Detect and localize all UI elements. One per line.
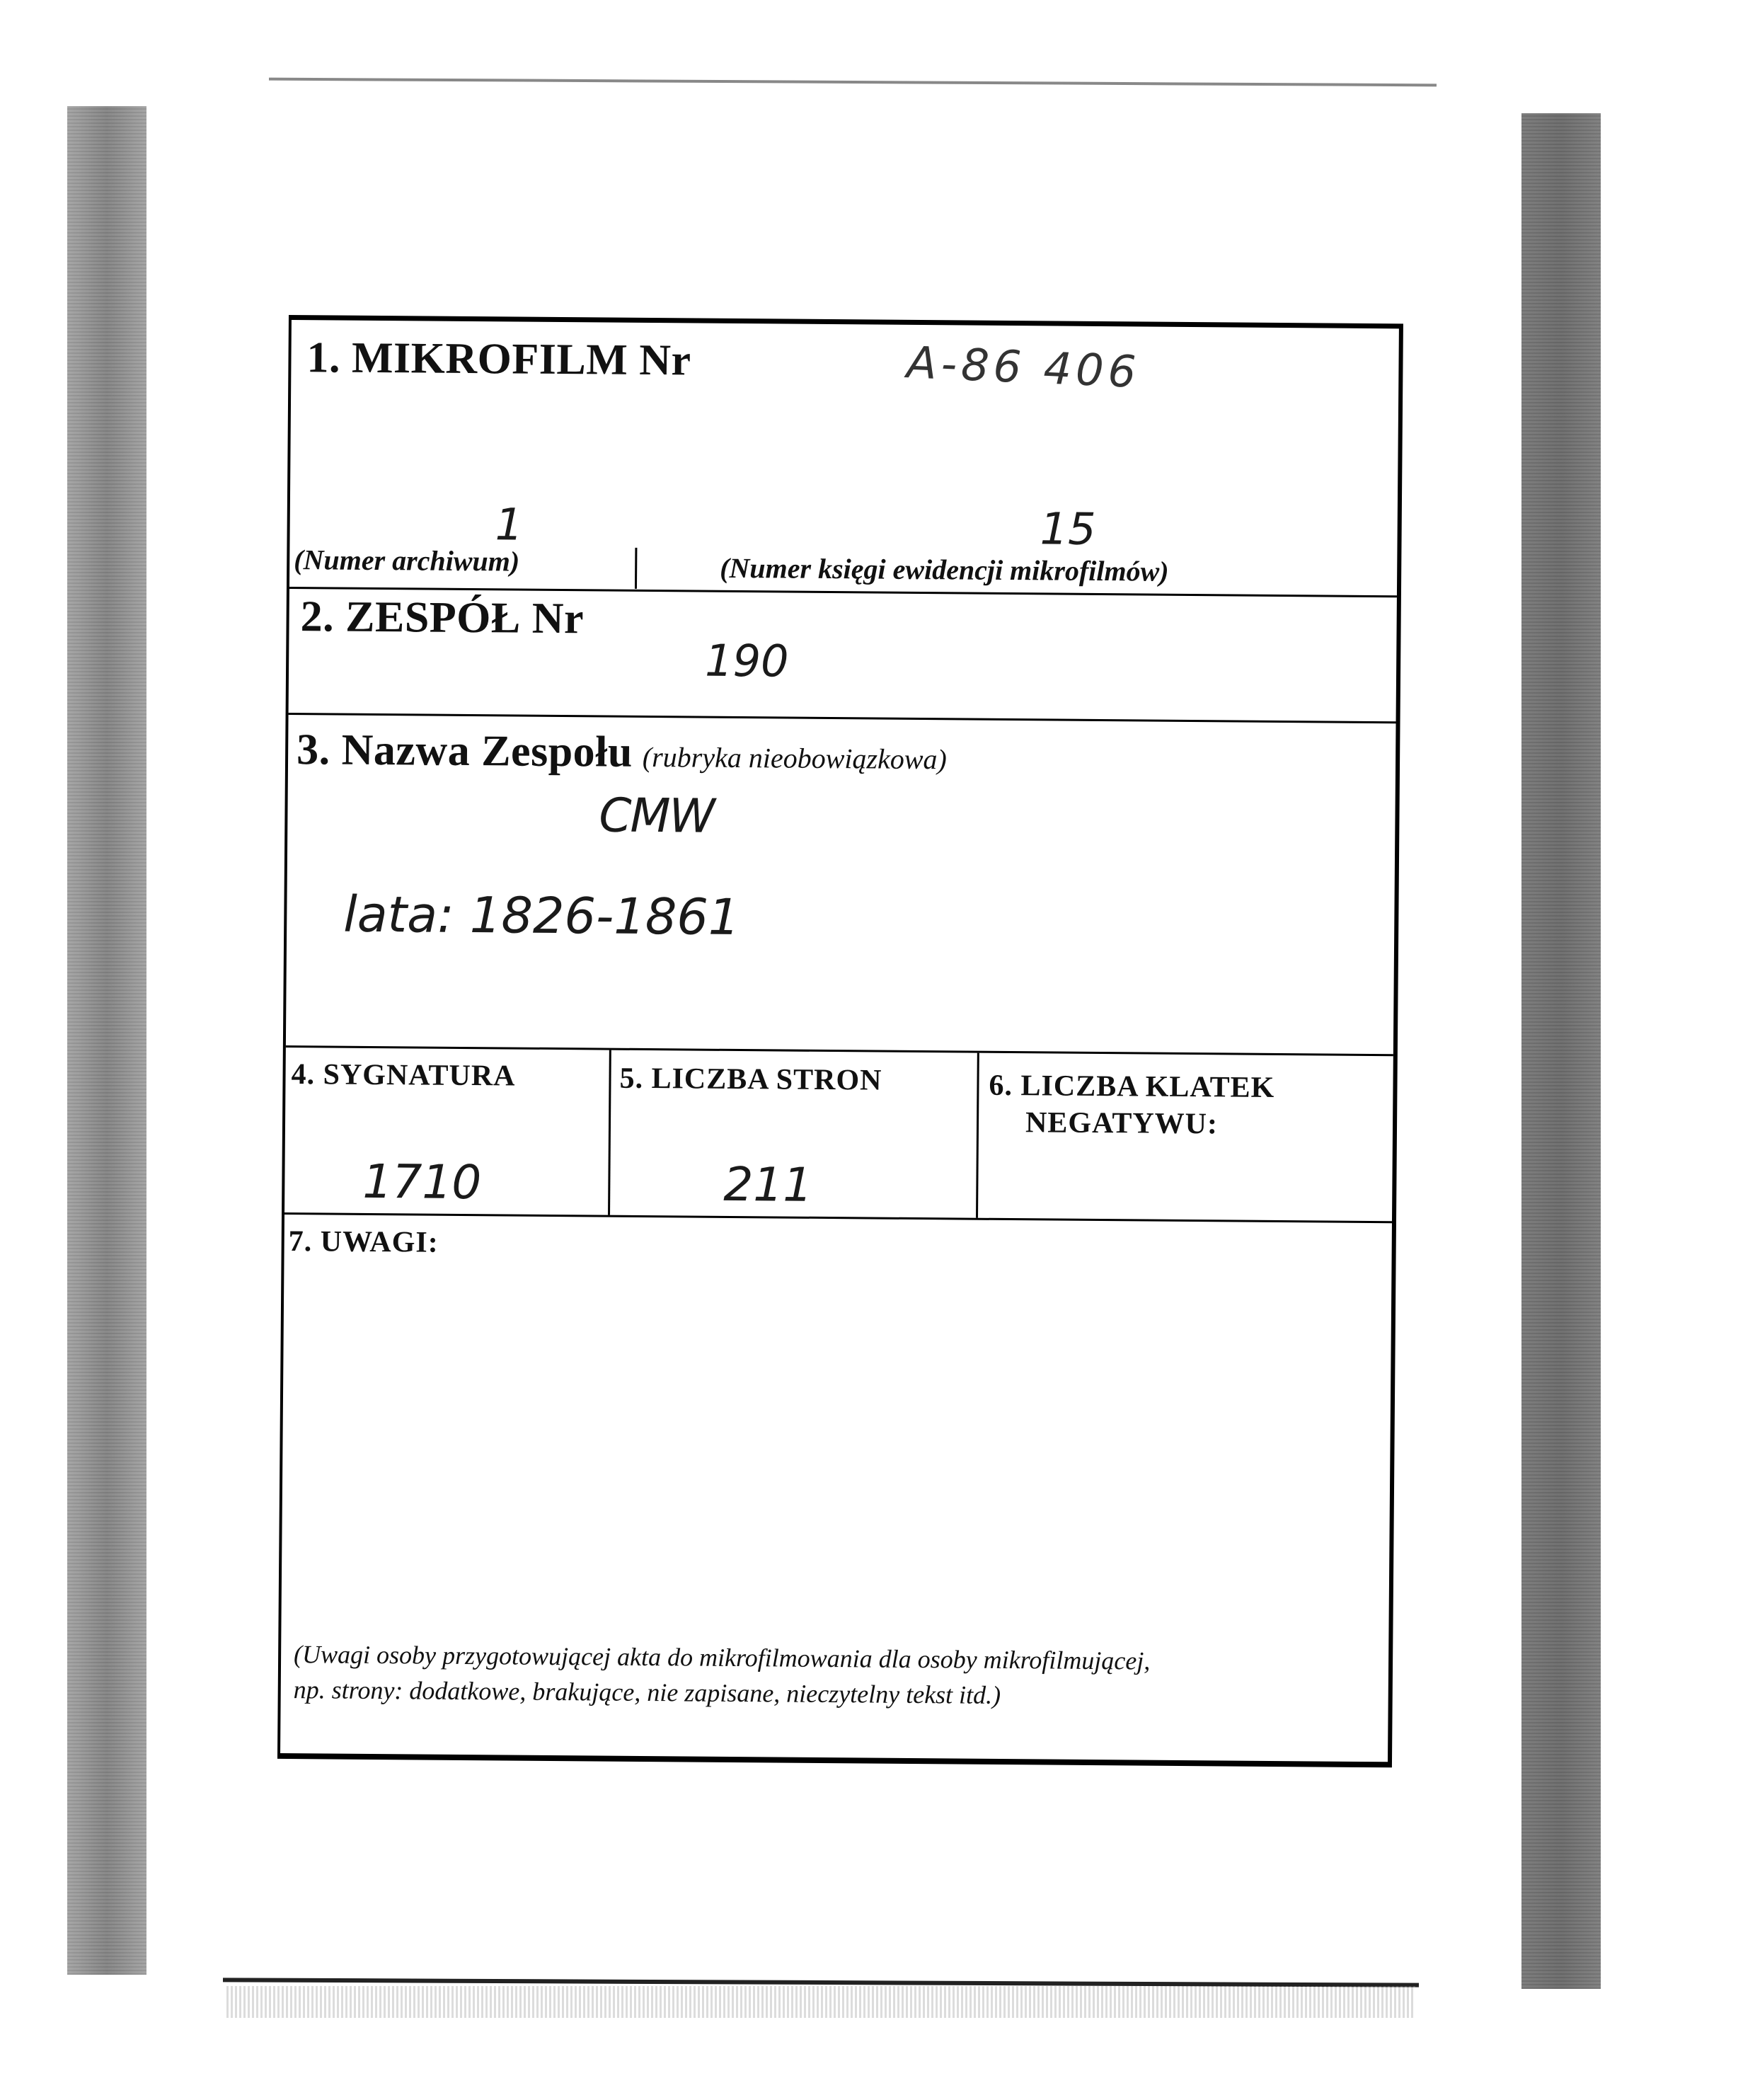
mikrofilm-label: 1. MIKROFILM Nr bbox=[306, 333, 691, 385]
scan-edge-bottom-shadow bbox=[226, 1986, 1415, 2018]
uwagi-footnote-line1: (Uwagi osoby przygotowującej akta do mikrofilmowania dla osoby mikrofilmującej, bbox=[293, 1640, 1151, 1675]
zespol-number-handwritten: 190 bbox=[704, 634, 789, 687]
nazwa-zespolu-handwritten: CMW bbox=[599, 788, 715, 844]
cell-liczba-stron bbox=[610, 1050, 979, 1218]
uwagi-footnote-line2: np. strony: dodatkowe, brakujące, nie zapisane, nieczytelny tekst itd.) bbox=[293, 1675, 1001, 1709]
liczba-klatek-label-line2: NEGATYWU: bbox=[1025, 1106, 1219, 1141]
section-zespol bbox=[289, 589, 1397, 723]
archive-number-caption: (Numer archiwum) bbox=[294, 544, 520, 578]
nazwa-zespolu-heading bbox=[297, 725, 947, 780]
cell-sygnatura bbox=[284, 1048, 611, 1215]
nazwa-zespolu-label: 3. Nazwa Zespołu bbox=[296, 725, 633, 776]
section-mikrofilm bbox=[289, 320, 1399, 597]
sygnatura-label: 4. SYGNATURA bbox=[291, 1058, 516, 1093]
section-uwagi bbox=[280, 1215, 1392, 1762]
liczba-stron-label: 5. LICZBA STRON bbox=[619, 1062, 882, 1097]
zespol-label: 2. ZESPÓŁ Nr bbox=[300, 592, 585, 643]
section-nazwa-zespolu bbox=[286, 715, 1396, 1056]
cell-liczba-klatek bbox=[978, 1053, 1393, 1222]
liczba-stron-handwritten: 211 bbox=[723, 1157, 813, 1212]
scan-edge-top-line bbox=[269, 78, 1437, 87]
register-number-handwritten: 15 bbox=[1040, 503, 1096, 555]
nazwa-zespolu-optional-note: (rubryka nieobowiązkowa) bbox=[642, 740, 947, 776]
register-number-caption: (Numer księgi ewidencji mikrofilmów) bbox=[720, 551, 1169, 587]
scan-edge-right bbox=[1521, 113, 1601, 1989]
date-range-handwritten: lata: 1826-1861 bbox=[343, 885, 740, 947]
liczba-klatek-label-line1: 6. LICZBA KLATEK bbox=[989, 1069, 1275, 1104]
scan-edge-left bbox=[67, 106, 146, 1975]
caption-divider bbox=[635, 548, 637, 589]
sygnatura-handwritten: 1710 bbox=[362, 1154, 482, 1210]
uwagi-label: 7. UWAGI: bbox=[288, 1225, 439, 1259]
mikrofilm-number-handwritten: A-86 406 bbox=[906, 336, 1141, 398]
microfilm-record-form bbox=[277, 315, 1403, 1767]
archive-number-handwritten: 1 bbox=[495, 498, 524, 551]
section-counts bbox=[284, 1048, 1393, 1223]
